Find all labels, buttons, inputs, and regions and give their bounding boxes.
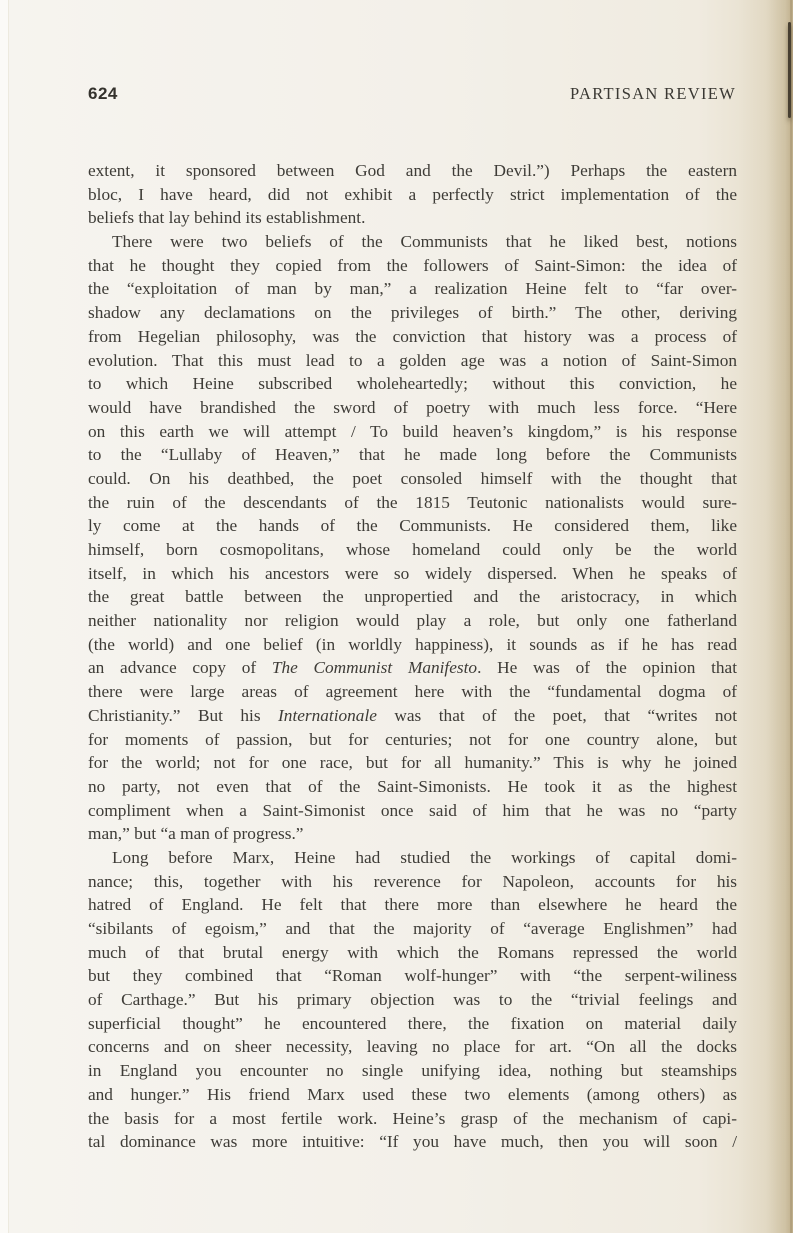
text-line: for the world; not for one race, but for all humanity.” This is why he joined xyxy=(88,753,737,773)
text-line: superficial thought” he encountered there, the fixation on material daily xyxy=(88,1013,737,1033)
text-line: that he thought they copied from the followers of Saint-Simon: the idea of xyxy=(88,255,737,275)
paragraph xyxy=(88,230,737,846)
text-line: the great battle between the unpropertied and the aristocracy, in which xyxy=(88,587,737,607)
text-line: (the world) and one belief (in worldly happiness), it sounds as if he has read xyxy=(88,634,737,654)
text-line: much of that brutal energy with which the Romans repressed the world xyxy=(88,942,737,962)
text-line: but they combined that “Roman wolf-hunger” with “the serpent-wiliness xyxy=(88,966,737,986)
text-line: extent, it sponsored between God and the Devil.”) Perhaps the eastern xyxy=(88,161,737,180)
text-line: in England you encounter no single unifying idea, nothing but steamships xyxy=(88,1061,737,1081)
paragraph xyxy=(88,846,737,1154)
text-line: for moments of passion, but for centuries; not for one country alone, but xyxy=(88,729,737,749)
text-line: “sibilants of egoism,” and that the majority of “average Englishmen” had xyxy=(88,919,737,938)
text-line: tal dominance was more intuitive: “If you have much, then you will soon / xyxy=(88,1132,737,1152)
running-head xyxy=(88,84,736,104)
text-line: itself, in which his ancestors were so widely dispersed. When he speaks of xyxy=(88,563,737,583)
text-line: hatred of England. He felt that there more than elsewhere he heard the xyxy=(88,895,737,915)
text-line: to which Heine subscribed wholeheartedly; without this conviction, he xyxy=(88,374,737,394)
text-line: concerns and on sheer necessity, leaving no place for art. “On all the docks xyxy=(88,1037,737,1057)
text-line: Long before Marx, Heine had studied the workings of capital domi- xyxy=(112,847,737,867)
text-line: to the “Lullaby of Heaven,” that he made long before the Communists xyxy=(88,445,737,465)
text-line: neither nationality nor religion would play a role, but only one fatherland xyxy=(88,611,737,631)
text-line: bloc, I have heard, did not exhibit a perfectly strict implementation of the xyxy=(88,184,737,204)
text-line: compliment when a Saint-Simonist once said of him that he was no “party xyxy=(88,800,737,820)
text-line: shadow any declamations on the privileges of birth.” The other, deriving xyxy=(88,303,737,323)
text-line: there were large areas of agreement here with the “fundamental dogma of xyxy=(88,682,737,702)
text-line: evolution. That this must lead to a golden age was a notion of Saint-Simon xyxy=(88,350,737,370)
page-edge-line xyxy=(790,0,792,1233)
text-line: nance; this, together with his reverence for Napoleon, accounts for his xyxy=(88,871,737,891)
text-line: man,” but “a man of progress.” xyxy=(88,824,304,844)
text-line: the ruin of the descendants of the 1815 Teutonic nationalists would sure- xyxy=(88,492,737,512)
text-line: There were two beliefs of the Communists that he liked best, notions xyxy=(112,232,737,252)
page-number: 624 xyxy=(88,84,118,103)
text-line: himself, born cosmopolitans, whose homeland could only be the world xyxy=(88,540,737,559)
binding-mark xyxy=(788,22,791,118)
text-line: ly come at the hands of the Communists. He considered them, like xyxy=(88,516,737,536)
text-line: the “exploitation of man by man,” a realization Heine felt to “far over- xyxy=(88,279,737,299)
text-line: the basis for a most fertile work. Heine’s grasp of the mechanism of capi- xyxy=(88,1108,737,1128)
journal-title: PARTISAN REVIEW xyxy=(570,84,736,103)
text-line: from Hegelian philosophy, was the conviction that history was a process of xyxy=(88,326,737,346)
text-line: and hunger.” His friend Marx used these two elements (among others) as xyxy=(88,1084,737,1104)
text-line: an advance copy of The Communist Manifesto. He was of the opinion that xyxy=(88,658,738,678)
paragraph xyxy=(88,159,737,230)
text-line: would have brandished the sword of poetry with much less force. “Here xyxy=(88,397,737,417)
page-left-edge xyxy=(0,0,9,1233)
text-line: Christianity.” But his Internationale was that of the poet, that “writes not xyxy=(88,705,737,725)
text-line: no party, not even that of the Saint-Simonists. He took it as the highest xyxy=(88,776,737,796)
text-line: of Carthage.” But his primary objection was to the “trivial feelings and xyxy=(88,990,737,1010)
page-body xyxy=(88,159,737,1154)
page-edge-shadow xyxy=(738,0,793,1233)
text-line: beliefs that lay behind its establishment. xyxy=(88,208,366,228)
text-line: could. On his deathbed, the poet consoled himself with the thought that xyxy=(88,468,737,488)
text-line: on this earth we will attempt / To build heaven’s kingdom,” is his response xyxy=(88,421,737,441)
